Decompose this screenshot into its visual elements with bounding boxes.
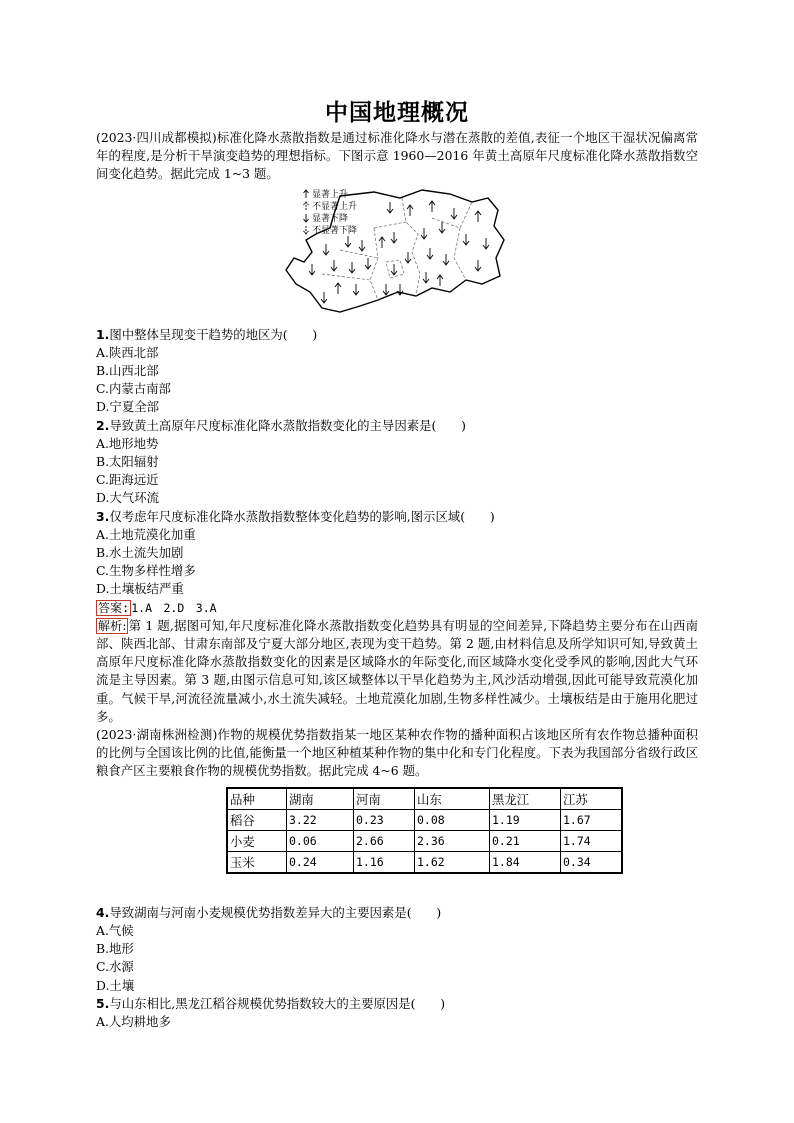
option: C.生物多样性增多 bbox=[96, 563, 196, 579]
table-cell: 1.62 bbox=[415, 851, 490, 873]
table-cell: 1.74 bbox=[561, 830, 623, 851]
document-page bbox=[96, 94, 698, 1031]
table-cell: 2.36 bbox=[415, 830, 490, 851]
table-cell: 0.08 bbox=[415, 809, 490, 830]
analysis-paragraph bbox=[96, 617, 698, 726]
option: A.土地荒漠化加重 bbox=[96, 526, 196, 542]
table-row bbox=[227, 830, 622, 851]
table-cell: 稻谷 bbox=[227, 809, 287, 830]
question-group-1 bbox=[96, 326, 698, 599]
table-row bbox=[227, 851, 622, 873]
table-cell: 3.22 bbox=[287, 809, 354, 830]
table-cell: 0.21 bbox=[490, 830, 561, 851]
table-cell: 0.06 bbox=[287, 830, 354, 851]
table-header-cell: 山东 bbox=[415, 788, 490, 810]
option: D.大气环流 bbox=[96, 490, 159, 506]
answer-line bbox=[96, 599, 698, 617]
analysis-tag: 解析: bbox=[98, 618, 127, 633]
answer-tag: 答案: bbox=[98, 600, 130, 615]
analysis-text: 第 1 题,据图可知,年尺度标准化降水蒸散指数变化趋势具有明显的空间差异,下降趋势主要分布在山西南部、陕西北部、甘肃东南部及宁夏大部分地区,表现为变干趋势。第 2 题,由材料信息及所学知识可知,导致黄土高原年尺度标准化降水蒸散指数变化的因素是区域降水的年际变化,而区域降水变化受季风的影响,因此大气环流是主导因素。第 3 题,由图示信息可知,该区域整体以干旱化趋势为主,风沙活动增强,因此可能导致荒漠化加重。气候干旱,河流径流量减小,水土流失减轻。土地荒漠化加剧,生物多样性减少。土壤板结是由于施用化肥过多。 bbox=[96, 617, 699, 724]
legend-item-1: 显著上升 bbox=[312, 189, 349, 200]
question-2: 2.导致黄土高原年尺度标准化降水蒸散指数变化的主导因素是( ) bbox=[96, 417, 466, 433]
option: C.水源 bbox=[96, 959, 134, 975]
map-figure bbox=[282, 188, 512, 316]
table-row bbox=[227, 809, 622, 830]
table-cell: 1.67 bbox=[561, 809, 623, 830]
table-header-row bbox=[227, 788, 622, 810]
option: A.气候 bbox=[96, 922, 134, 938]
table-cell: 1.16 bbox=[354, 851, 415, 873]
table-cell: 1.19 bbox=[490, 809, 561, 830]
legend-item-2: 不显著上升 bbox=[312, 201, 358, 212]
intro-paragraph-2: (2023·湖南株洲检测)作物的规模优势指数指某一地区某种农作物的播种面积占该地区所有农作物总播种面积的比例与全国该比例的比值,能衡量一个地区种植某种作物的集中化和专门化程度。下表为我国部分省级行政区粮食产区主要粮食作物的规模优势指数。据此完成 4~6 题。 bbox=[96, 727, 698, 779]
table-header-cell: 黑龙江 bbox=[490, 788, 561, 810]
table-cell: 玉米 bbox=[227, 851, 287, 873]
option: B.太阳辐射 bbox=[96, 454, 159, 470]
option: D.宁夏全部 bbox=[96, 399, 159, 415]
table-cell: 小麦 bbox=[227, 830, 287, 851]
legend-item-3: 显著下降 bbox=[312, 213, 349, 224]
page-title: 中国地理概况 bbox=[325, 100, 469, 126]
table-header-cell: 河南 bbox=[354, 788, 415, 810]
option: C.内蒙古南部 bbox=[96, 381, 171, 397]
legend-item-4: 不显著下降 bbox=[312, 225, 358, 236]
option: A.人均耕地多 bbox=[96, 1013, 171, 1029]
option: A.陕西北部 bbox=[96, 344, 159, 360]
option: D.土壤板结严重 bbox=[96, 581, 184, 597]
answer-text: 1.A 2.D 3.A bbox=[131, 600, 217, 615]
intro-paragraph-1: (2023·四川成都模拟)标准化降水蒸散指数是通过标准化降水与潜在蒸散的差值,表征一个地区干湿状况偏离常年的程度,是分析干旱演变趋势的理想指标。下图示意 1960—2016 年黄土高原年尺度标准化降水蒸散指数空间变化趋势。据此完成 1~3 题。 bbox=[96, 130, 698, 182]
table-header-cell: 湖南 bbox=[287, 788, 354, 810]
option: D.土壤 bbox=[96, 977, 135, 993]
table-header-cell: 品种 bbox=[227, 788, 287, 810]
question-3: 3.仅考虑年尺度标准化降水蒸散指数整体变化趋势的影响,图示区域( ) bbox=[96, 508, 495, 524]
table-cell: 2.66 bbox=[354, 830, 415, 851]
table-cell: 0.34 bbox=[561, 851, 623, 873]
loess-plateau-map bbox=[282, 188, 512, 316]
question-group-2 bbox=[96, 904, 698, 1031]
table-cell: 1.84 bbox=[490, 851, 561, 873]
table-cell: 0.23 bbox=[354, 809, 415, 830]
question-5: 5.与山东相比,黑龙江稻谷规模优势指数较大的主要原因是( ) bbox=[96, 995, 446, 1011]
table-header-cell: 江苏 bbox=[561, 788, 623, 810]
option: B.地形 bbox=[96, 941, 134, 957]
option: A.地形地势 bbox=[96, 435, 159, 451]
option: C.距海远近 bbox=[96, 472, 159, 488]
option: B.山西北部 bbox=[96, 363, 159, 379]
question-4: 4.导致湖南与河南小麦规模优势指数差异大的主要因素是( ) bbox=[96, 904, 442, 920]
crop-index-table bbox=[226, 787, 623, 874]
option: B.水土流失加剧 bbox=[96, 545, 184, 561]
table-cell: 0.24 bbox=[287, 851, 354, 873]
question-1: 1.图中整体呈现变干趋势的地区为( ) bbox=[96, 326, 318, 342]
